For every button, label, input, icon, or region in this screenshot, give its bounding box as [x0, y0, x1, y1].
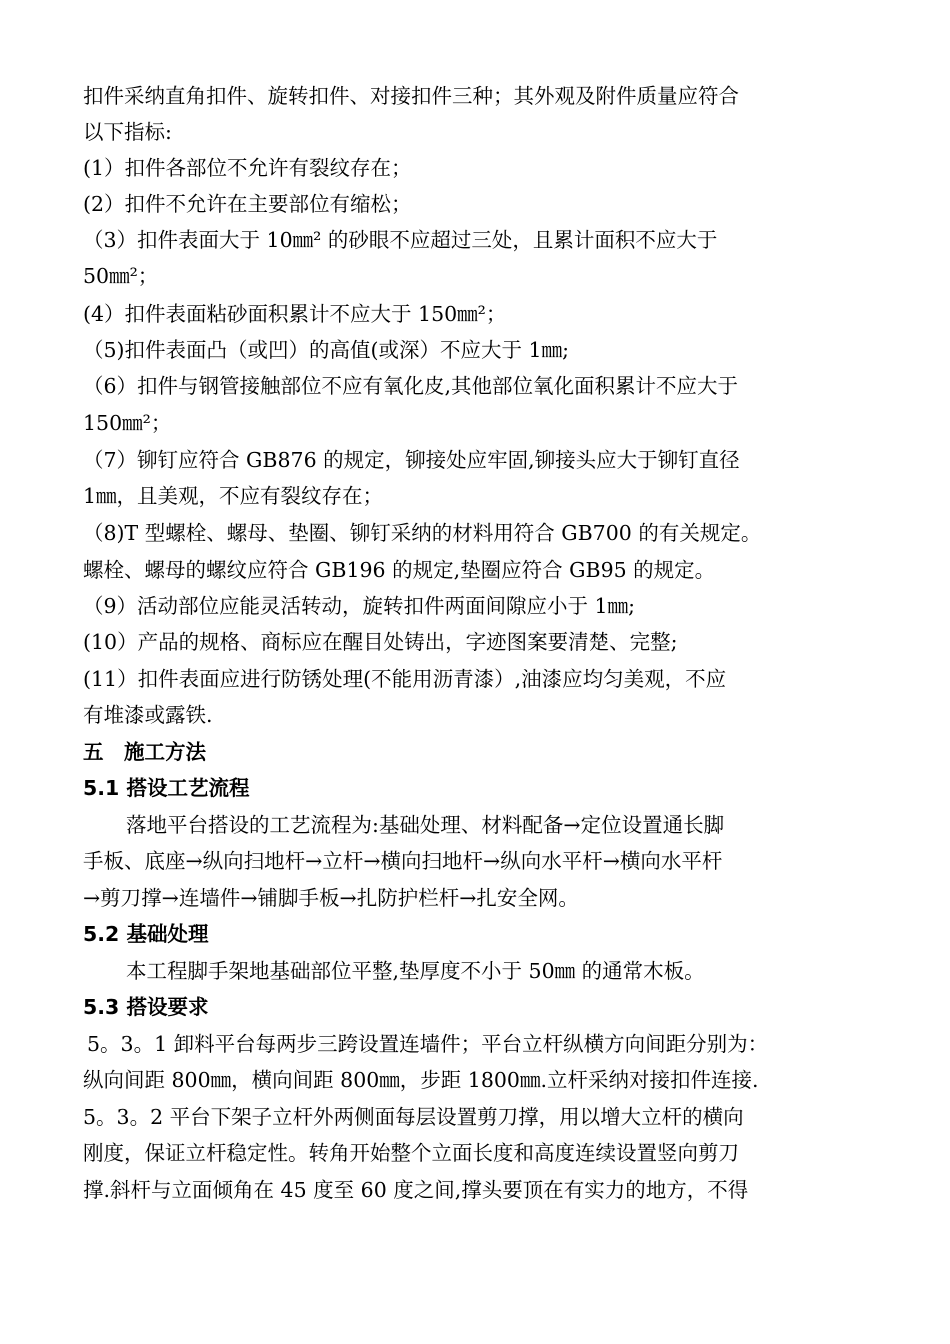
list-item: (2）扣件不允许在主要部位有缩松；	[83, 192, 412, 216]
list-item: (11）扣件表面应进行防锈处理(不能用沥青漆）,油漆应均匀美观，不应	[83, 667, 727, 691]
list-item: （5)扣件表面凸（或凹）的高值(或深）不应大于 1㎜;	[83, 338, 570, 362]
list-item: （9）活动部位应能灵活转动，旋转扣件两面间隙应小于 1㎜;	[83, 594, 636, 618]
paragraph-line: 手板、底座→纵向扫地杆→立杆→横向扫地杆→纵向水平杆→横向水平杆	[83, 849, 723, 873]
text-line: 有堆漆或露铁.	[83, 703, 213, 727]
paragraph-line: 5。3。2 平台下架子立杆外两侧面每层设置剪刀撑，用以增大立杆的横向	[83, 1105, 744, 1129]
list-item: （8)T 型螺栓、螺母、垫圈、铆钉采纳的材料用符合 GB700 的有关规定。	[83, 521, 762, 545]
paragraph-line: 撑.斜杆与立面倾角在 45 度至 60 度之间,撑头要顶在有实力的地方，不得	[83, 1178, 749, 1202]
text-line: 螺栓、螺母的螺纹应符合 GB196 的规定,垫圈应符合 GB95 的规定。	[83, 558, 716, 582]
section-heading: 5.1 搭设工艺流程	[83, 776, 250, 800]
text-line: 以下指标:	[83, 120, 172, 144]
text-line: 150㎜²；	[83, 411, 172, 435]
paragraph-line: 本工程脚手架地基础部位平整,垫厚度不小于 50㎜ 的通常木板。	[126, 959, 705, 983]
paragraph-line: →剪刀撑→连墙件→铺脚手板→扎防护栏杆→扎安全网。	[83, 886, 579, 910]
paragraph-line: 5。3。1 卸料平台每两步三跨设置连墙件；平台立杆纵横方向间距分别为：	[87, 1032, 769, 1056]
list-item: (10）产品的规格、商标应在醒目处铸出，字迹图案要清楚、完整;	[83, 630, 678, 654]
section-heading: 五 施工方法	[83, 740, 206, 764]
text-line: 50㎜²；	[83, 264, 159, 288]
list-item: （6）扣件与钢管接触部位不应有氧化皮,其他部位氧化面积累计不应大于	[83, 374, 739, 398]
section-heading: 5.3 搭设要求	[83, 995, 209, 1019]
text-line: 1㎜，且美观，不应有裂纹存在；	[83, 484, 384, 508]
list-item: （3）扣件表面大于 10㎜² 的砂眼不应超过三处，且累计面积不应大于	[83, 228, 718, 252]
list-item: (4）扣件表面粘砂面积累计不应大于 150㎜²；	[83, 302, 507, 326]
text-line: 扣件采纳直角扣件、旋转扣件、对接扣件三种；其外观及附件质量应符合	[83, 84, 739, 108]
paragraph-line: 落地平台搭设的工艺流程为:基础处理、材料配备→定位设置通长脚	[126, 813, 725, 837]
paragraph-line: 纵向间距 800㎜，横向间距 800㎜，步距 1800㎜.立杆采纳对接扣件连接.	[83, 1068, 759, 1092]
section-heading: 5.2 基础处理	[83, 922, 209, 946]
list-item: （7）铆钉应符合 GB876 的规定，铆接处应牢固,铆接头应大于铆钉直径	[83, 448, 740, 472]
list-item: (1）扣件各部位不允许有裂纹存在；	[83, 156, 412, 180]
paragraph-line: 刚度，保证立杆稳定性。转角开始整个立面长度和高度连续设置竖向剪刀	[83, 1141, 739, 1165]
